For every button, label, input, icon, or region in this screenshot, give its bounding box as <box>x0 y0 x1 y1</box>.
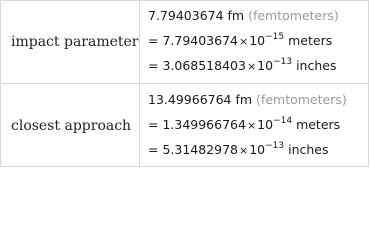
times-sign: × <box>239 35 249 48</box>
value-femtometers <box>148 8 339 23</box>
times-sign: × <box>246 119 257 132</box>
power-base: 10 <box>257 117 274 132</box>
mantissa: = 1.349966764 <box>148 117 246 132</box>
mantissa: = 5.31482978 <box>148 142 238 157</box>
value-meters <box>148 117 340 132</box>
mantissa: = 3.068518403 <box>148 58 246 73</box>
value-cell <box>140 84 368 168</box>
exponent: −13 <box>265 140 285 151</box>
unit-label: inches <box>296 58 337 73</box>
unit-note: (femtometers) <box>248 8 339 23</box>
unit-note: (femtometers) <box>256 92 347 107</box>
mantissa: = 7.79403674 <box>148 33 238 48</box>
value-text: 13.49966764 fm <box>148 92 253 107</box>
table-row-impact-parameter <box>1 1 368 83</box>
exponent: −14 <box>273 115 293 126</box>
exponent: −15 <box>265 31 285 42</box>
exponent: −13 <box>273 56 293 67</box>
row-label: impact parameter <box>11 34 139 50</box>
power-base: 10 <box>249 33 266 48</box>
unit-label: inches <box>288 142 329 157</box>
power-base: 10 <box>257 58 274 73</box>
value-femtometers <box>148 92 347 107</box>
value-text: 7.79403674 fm <box>148 8 245 23</box>
row-label: closest approach <box>11 118 132 134</box>
value-cell <box>140 1 368 83</box>
times-sign: × <box>239 144 249 157</box>
table-row-closest-approach <box>1 83 368 168</box>
unit-label: meters <box>296 117 341 132</box>
value-inches <box>148 142 329 157</box>
value-inches <box>148 58 336 73</box>
unit-label: meters <box>288 33 333 48</box>
times-sign: × <box>246 60 257 73</box>
power-base: 10 <box>249 142 266 157</box>
value-meters <box>148 33 332 48</box>
